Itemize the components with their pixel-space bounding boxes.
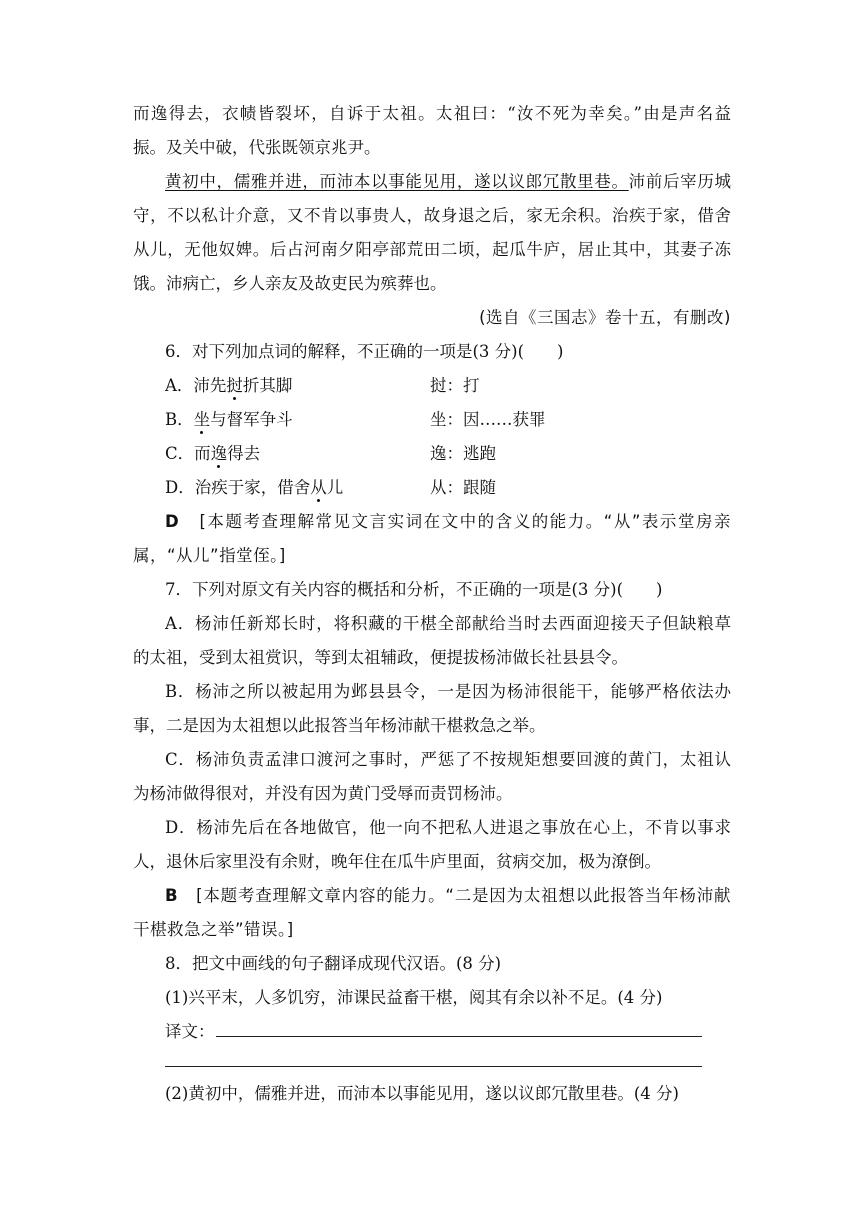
q7-answer xyxy=(165,885,731,907)
q6-option-d-gloss: 从：跟随 xyxy=(430,478,496,497)
q7-option-c-cont: 为杨沛做得很对，并没有因为黄门受辱而责罚杨沛。 xyxy=(133,784,513,803)
q7-option-a-cont: 的太祖，受到太祖赏识，等到太祖辅政，便提拔杨沛做长社县县令。 xyxy=(133,648,628,667)
passage-line: 饿。沛病亡，乡人亲友及故吏民为殡葬也。 xyxy=(133,274,447,293)
q7-option-d: D．杨沛先后在各地做官，他一向不把私人进退之事放在心上，不肯以事求 xyxy=(165,818,731,837)
dotted-word: 挝 xyxy=(226,376,243,395)
passage-line: 守，不以私计介意，又不肯以事贵人，故身退之后，家无余积。治疾于家，借舍 xyxy=(133,206,731,225)
dotted-word: 坐 xyxy=(193,410,211,429)
answer-explanation: [本题考查理解常见文言实词在文中的含义的能力。“从”表示堂房亲 xyxy=(199,512,731,531)
underlined-sentence: 黄初中，儒雅并进，而沛本以事能见用，遂以议郎冗散里巷。 xyxy=(165,172,629,191)
q6-option-c: C．而逸得去 xyxy=(165,444,261,463)
passage-line: 而逸得去，衣帻皆裂坏，自诉于太祖。太祖曰：“汝不死为幸矣。”由是声名益 xyxy=(133,104,731,123)
q6-option-d: D．治疾于家，借舍从儿 xyxy=(165,478,344,497)
answer-letter: D xyxy=(165,512,180,531)
q7-option-a: A．杨沛任新郑长时，将积藏的干椹全部献给当时去西面迎接天子但缺粮草 xyxy=(165,614,731,633)
passage-text: 沛前后宰历城 xyxy=(628,172,731,191)
passage-line: 从儿，无他奴婢。后占河南夕阳亭部荒田二顷，起瓜牛庐，居止其中，其妻子冻 xyxy=(133,240,731,259)
answer-letter: B xyxy=(165,886,179,905)
translation-label: 译文： xyxy=(165,1022,215,1041)
passage-paragraph-2-line xyxy=(165,171,731,193)
question-6-stem: 6．对下列加点词的解释，不正确的一项是(3 分)( ) xyxy=(165,342,564,361)
q6-option-b: B．坐与督军争斗 xyxy=(165,410,293,429)
q6-answer-cont: 属，“从儿”指堂侄。] xyxy=(133,546,286,565)
q8-sentence-2: (2)黄初中，儒雅并进，而沛本以事能见用，遂以议郎冗散里巷。(4 分) xyxy=(165,1084,679,1103)
answer-explanation: [本题考查理解文章内容的能力。“二是因为太祖想以此报答当年杨沛献 xyxy=(196,886,731,905)
q6-option-c-gloss: 逸：逃跑 xyxy=(430,444,496,463)
q6-option-a-gloss: 挝：打 xyxy=(430,376,480,395)
q7-option-c: C．杨沛负责孟津口渡河之事时，严惩了不按规矩想要回渡的黄门，太祖认 xyxy=(165,750,731,769)
answer-blank-line[interactable] xyxy=(165,1066,702,1067)
question-7-stem: 7．下列对原文有关内容的概括和分析，不正确的一项是(3 分)( ) xyxy=(165,580,663,599)
question-8-stem: 8．把文中画线的句子翻译成现代汉语。(8 分) xyxy=(165,954,502,973)
q6-answer xyxy=(165,511,731,533)
q7-option-b-cont: 事，二是因为太祖想以此报答当年杨沛献干椹救急之举。 xyxy=(133,716,546,735)
passage-source: (选自《三国志》卷十五，有删改) xyxy=(479,308,731,327)
q7-option-b: B．杨沛之所以被起用为邺县县令，一是因为杨沛很能干，能够严格依法办 xyxy=(165,682,731,701)
dotted-word: 从 xyxy=(310,478,327,497)
dotted-word: 逸 xyxy=(210,444,228,463)
q7-option-d-cont: 人，退休后家里没有余财，晚年住在瓜牛庐里面，贫病交加，极为潦倒。 xyxy=(133,852,661,871)
q7-answer-cont: 干椹救急之举”错误。] xyxy=(133,920,294,939)
q8-sentence-1: (1)兴平末，人多饥穷，沛课民益畜干椹，阅其有余以补不足。(4 分) xyxy=(165,988,663,1007)
passage-line: 振。及关中破，代张既领京兆尹。 xyxy=(133,138,381,157)
q6-option-b-gloss: 坐：因……获罪 xyxy=(430,410,546,429)
q6-option-a: A．沛先挝折其脚 xyxy=(165,376,293,395)
answer-blank-line[interactable] xyxy=(216,1036,702,1037)
